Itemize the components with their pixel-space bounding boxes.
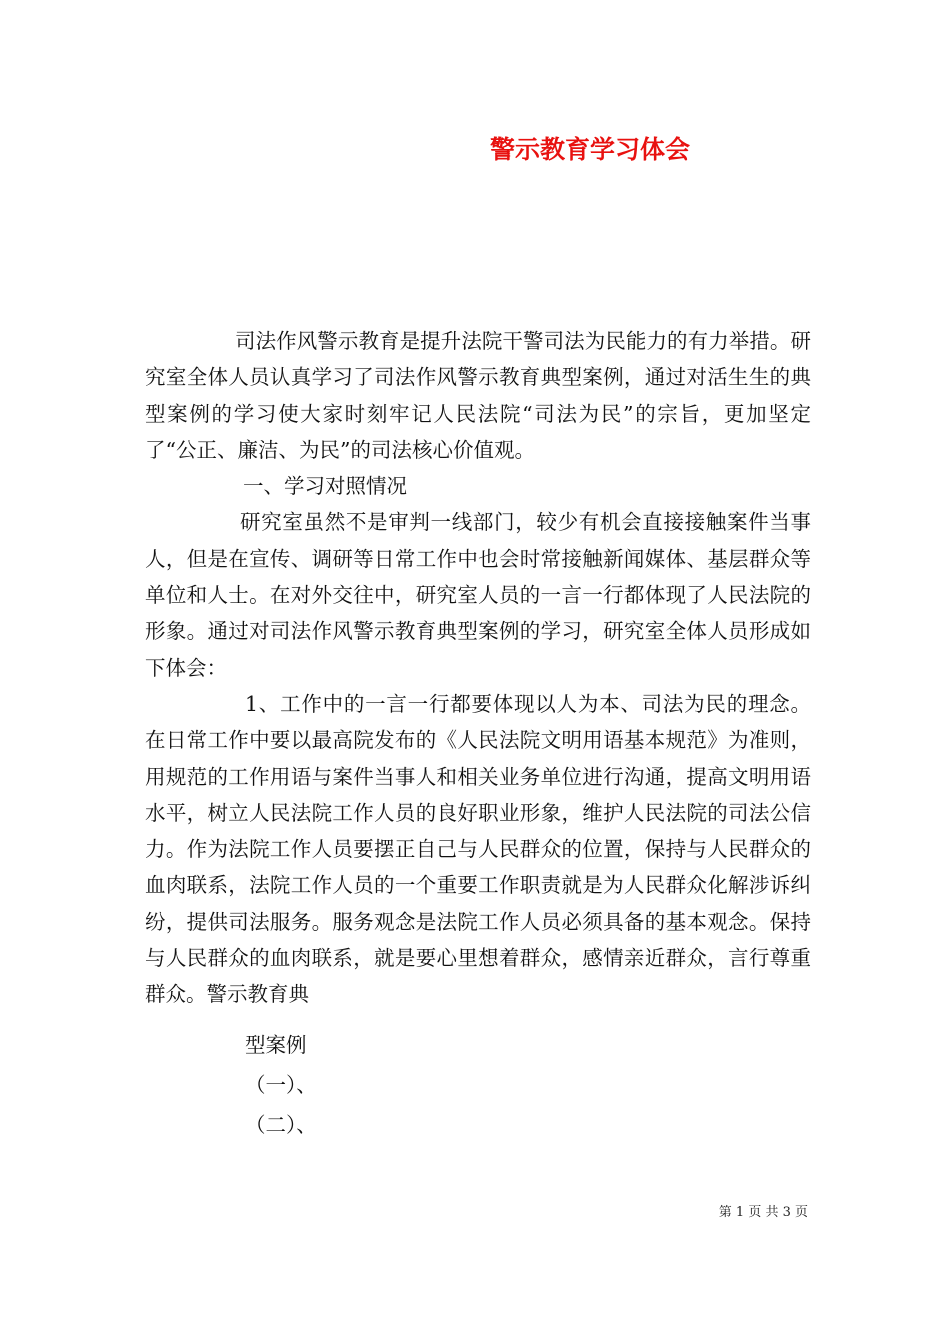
document-body [145,323,811,1144]
trailing-line: 型案例 [245,1032,307,1057]
list-item: （二）、 [245,1113,317,1138]
page-number: 第 1 页 共 3 页 [718,1205,808,1220]
body-paragraph: 1、工作中的一言一行都要体现以人为本、司法为民的理念。在日常工作中要以最高院发布的《人民法院文明用语基本规范》为准则，用规范的工作用语与案件当事人和相关业务单位进行沟通，提高文明用语水平，树立人民法院工作人员的良好职业形象，维护人民法院的司法公信力。作为法院工作人员要摆正自己与人民群众的位置，保持与人民群众的血肉联系，法院工作人员的一个重要工作职责就是为人民群众化解涉诉纠纷，提供司法服务。服务观念是法院工作人员必须具备的基本观念。保持与人民群众的血肉联系，就是要心里想着群众，感情亲近群众，言行尊重群众。警示教育典 [145,691,811,1007]
body-paragraph: 研究室虽然不是审判一线部门，较少有机会直接接触案件当事人，但是在宣传、调研等日常工作中也会时常接触新闻媒体、基层群众等单位和人士。在对外交往中，研究室人员的一言一行都体现了人民法院的形象。通过对司法作风警示教育典型案例的学习，研究室全体人员形成如下体会： [145,510,811,680]
list-item: （一）、 [245,1072,317,1097]
intro-paragraph: 司法作风警示教育是提升法院干警司法为民能力的有力举措。研究室全体人员认真学习了司法作风警示教育典型案例，通过对活生生的典型案例的学习使大家时刻牢记人民法院“司法为民”的宗旨，更加坚定了“公正、廉洁、为民”的司法核心价值观。 [145,329,811,462]
section-heading: 一、学习对照情况 [243,474,407,499]
document-title: 警示教育学习体会 [489,135,690,164]
